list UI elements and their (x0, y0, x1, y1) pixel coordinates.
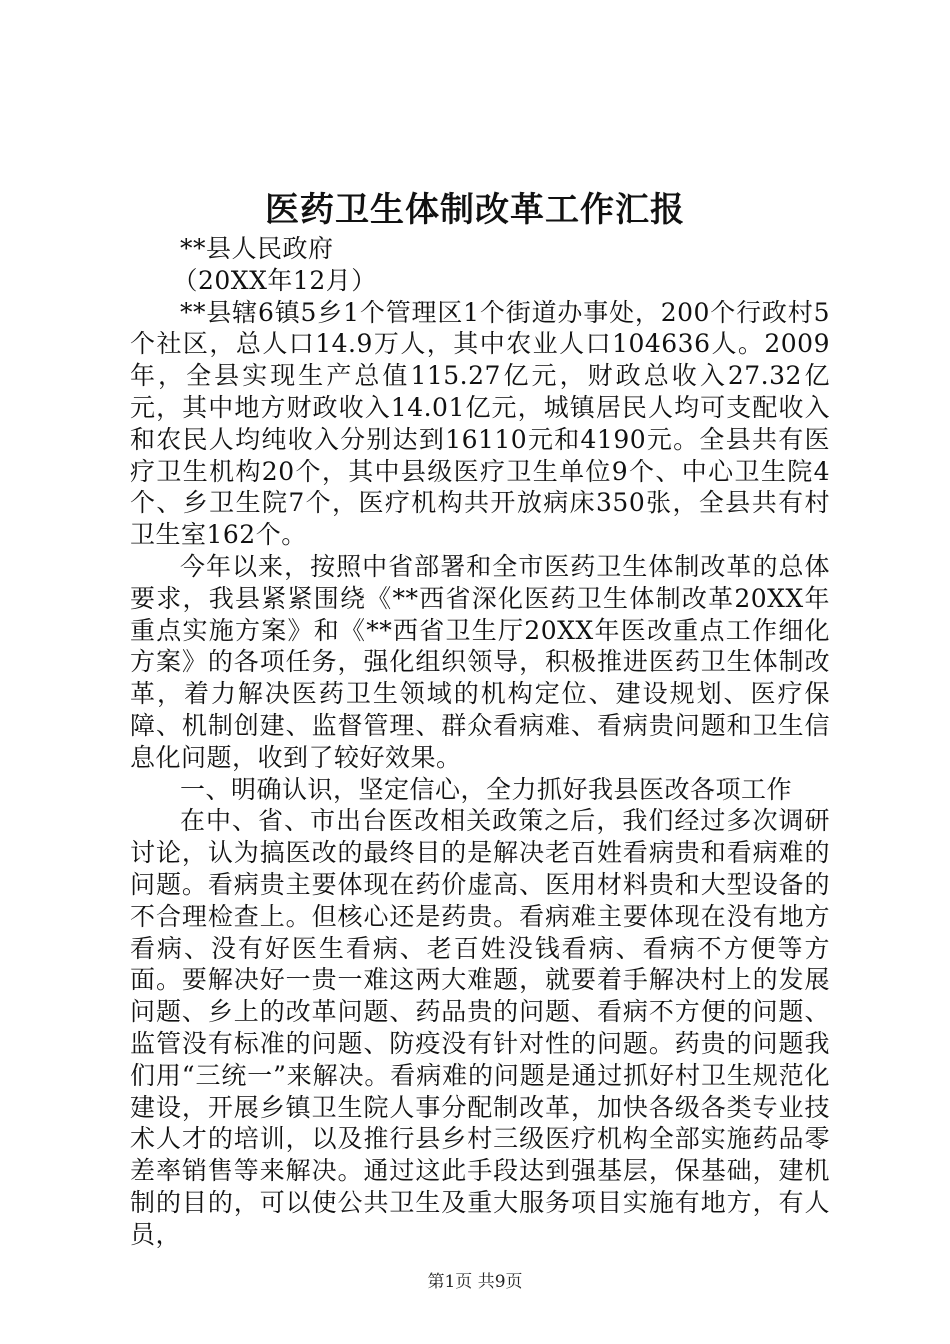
date-line: （20XX年12月） (172, 265, 377, 295)
paragraph-overview: **县辖6镇5乡1个管理区1个街道办事处，200个行政村5个社区，总人口14.9万人，其中农业人口104636人。2009年，全县实现生产总值115.27亿元，财政总收入27.32亿元，其中地方财政收入14.01亿元，城镇居民人均可支配收入和农民人均纯收入分别达到16110元和4190元。全县共有医疗卫生机构20个，其中县级医疗卫生单位9个、中心卫生院4个、乡卫生院7个，医疗机构共开放病床350张，全县共有村卫生室162个。 (130, 297, 830, 550)
document-title: 医药卫生体制改革工作汇报 (265, 190, 685, 230)
paragraph-section-1: 在中、省、市出台医改相关政策之后，我们经过多次调研讨论，认为搞医改的最终目的是解决老百姓看病贵和看病难的问题。看病贵主要体现在药价虚高、医用材料贵和大型设备的不合理检查上。但核心还是药贵。看病难主要体现在没有地方看病、没有好医生看病、老百姓没钱看病、看病不方便等方面。要解决好一贵一难这两大难题，就要着手解决村上的发展问题、乡上的改革问题、药品贵的问题、看病不方便的问题、监管没有标准的问题、防疫没有针对性的问题。药贵的问题我们用“三统一”来解决。看病难的问题是通过抓好村卫生规范化建设，开展乡镇卫生院人事分配制改革，加快各级各类专业技术人才的培训，以及推行县乡村三级医疗机构全部实施药品零差率销售等来解决。通过这此手段达到强基层，保基础，建机制的目的，可以使公共卫生及重大服务项目实施有地方，有人员， (130, 806, 830, 1249)
page-footer: 第1页 共9页 (427, 1272, 523, 1292)
section-heading-1: 一、明确认识，坚定信心，全力抓好我县医改各项工作 (180, 774, 793, 804)
document-body (130, 233, 830, 1251)
author-line: **县人民政府 (180, 234, 334, 263)
paragraph-introduction: 今年以来，按照中省部署和全市医药卫生体制改革的总体要求，我县紧紧围绕《**西省深化医药卫生体制改革20XX年重点实施方案》和《**西省卫生厅20XX年医改重点工作细化方案》的各项任务，强化组织领导，积极推进医药卫生体制改革，着力解决医药卫生领域的机构定位、建设规划、医疗保障、机制创建、监督管理、群众看病难、看病贵问题和卫生信息化问题，收到了较好效果。 (130, 551, 830, 772)
